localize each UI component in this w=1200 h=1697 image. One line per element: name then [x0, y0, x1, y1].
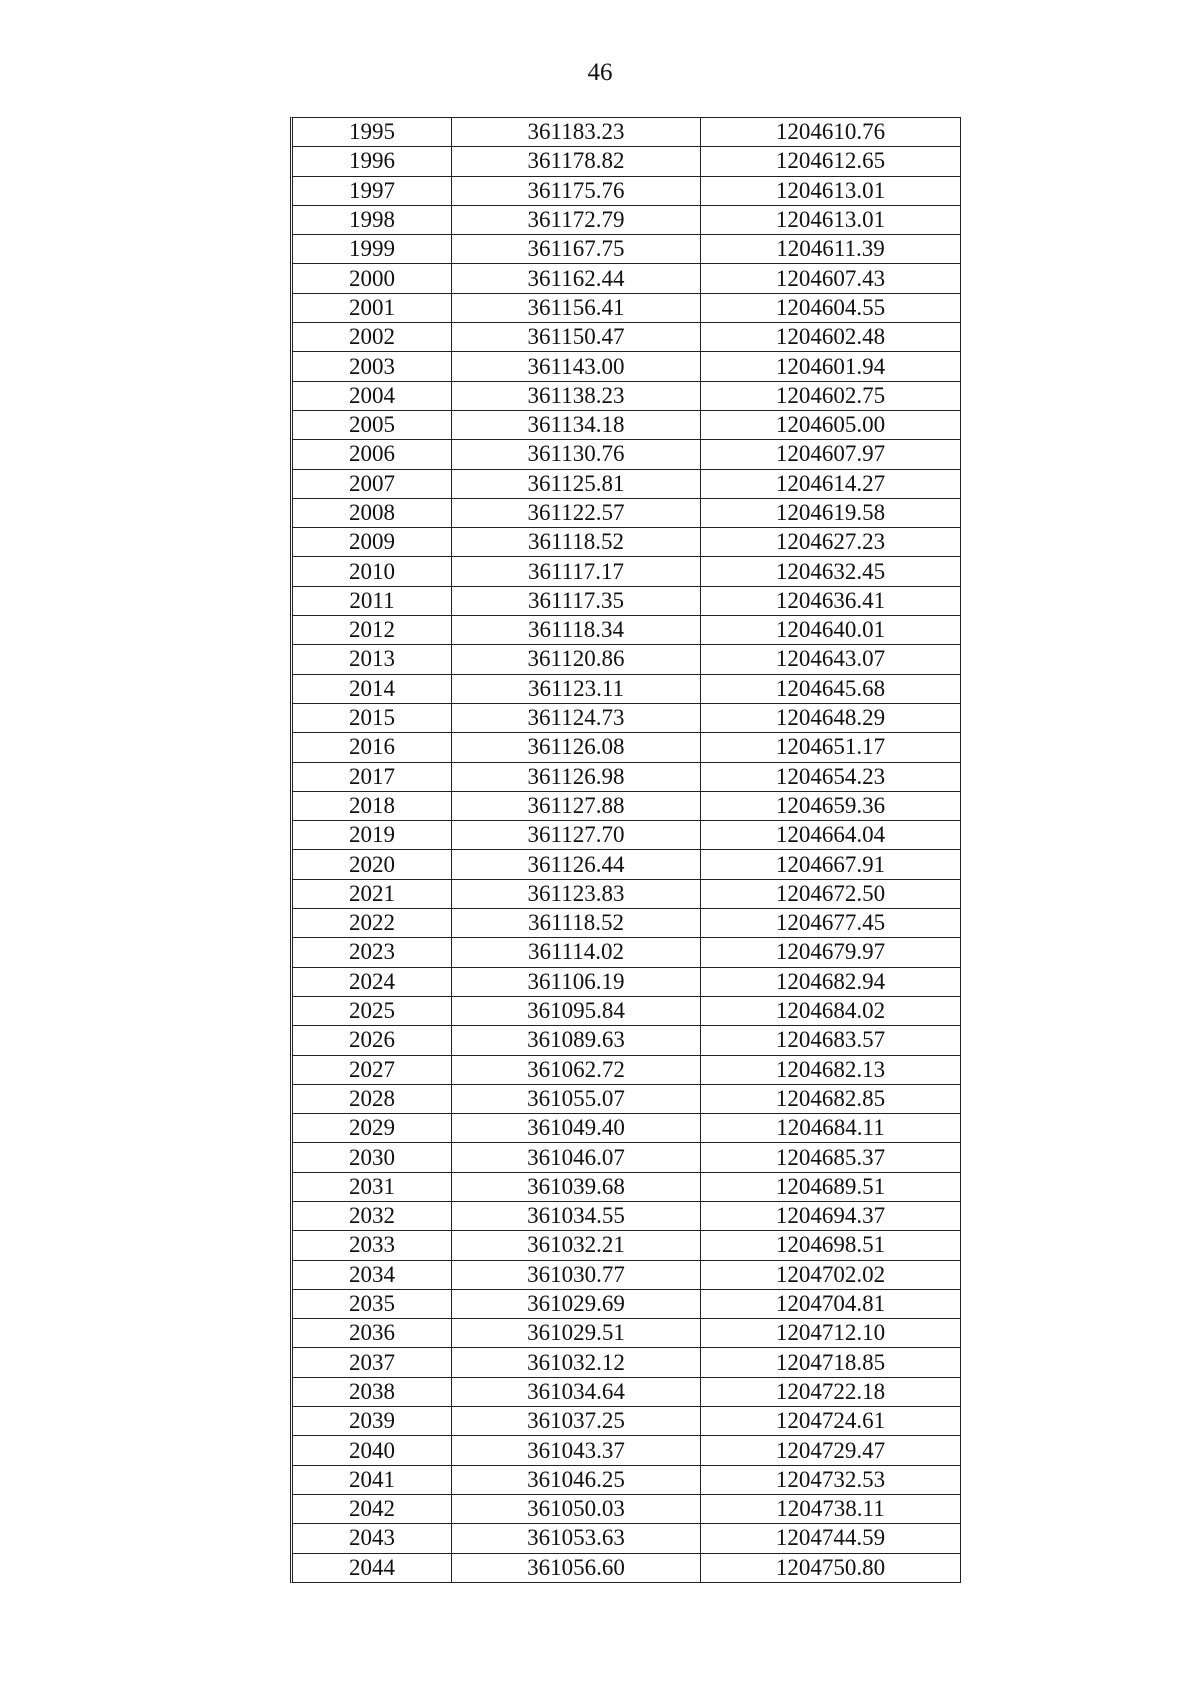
table-row	[293, 1172, 960, 1201]
table-row	[293, 1465, 960, 1494]
year-cell: 2018	[293, 791, 452, 820]
year-cell: 2037	[293, 1348, 452, 1377]
second-value-cell: 1204683.57	[701, 1026, 961, 1055]
first-value-cell: 361050.03	[452, 1494, 701, 1523]
table-row	[293, 1436, 960, 1465]
table-row	[293, 586, 960, 615]
table-row	[293, 879, 960, 908]
second-value-cell: 1204664.04	[701, 821, 961, 850]
year-cell: 2016	[293, 733, 452, 762]
table-row	[293, 293, 960, 322]
year-cell: 1997	[293, 176, 452, 205]
second-value-cell: 1204672.50	[701, 879, 961, 908]
year-cell: 2000	[293, 264, 452, 293]
year-cell: 2040	[293, 1436, 452, 1465]
first-value-cell: 361138.23	[452, 381, 701, 410]
second-value-cell: 1204698.51	[701, 1231, 961, 1260]
table-row	[293, 996, 960, 1025]
first-value-cell: 361114.02	[452, 938, 701, 967]
table-row	[293, 733, 960, 762]
first-value-cell: 361056.60	[452, 1553, 701, 1582]
second-value-cell: 1204601.94	[701, 352, 961, 381]
table-body	[293, 118, 960, 1582]
year-cell: 2039	[293, 1407, 452, 1436]
year-cell: 2002	[293, 323, 452, 352]
year-cell: 2006	[293, 440, 452, 469]
table-row	[293, 469, 960, 498]
second-value-cell: 1204632.45	[701, 557, 961, 586]
second-value-cell: 1204607.97	[701, 440, 961, 469]
year-cell: 2014	[293, 674, 452, 703]
second-value-cell: 1204648.29	[701, 703, 961, 732]
table-row	[293, 1084, 960, 1113]
second-value-cell: 1204613.01	[701, 176, 961, 205]
second-value-cell: 1204729.47	[701, 1436, 961, 1465]
data-table	[290, 117, 961, 1583]
table-row	[293, 1377, 960, 1406]
table-row	[293, 762, 960, 791]
table-row	[293, 410, 960, 439]
year-cell: 2007	[293, 469, 452, 498]
year-cell: 2012	[293, 616, 452, 645]
first-value-cell: 361029.69	[452, 1289, 701, 1318]
first-value-cell: 361172.79	[452, 205, 701, 234]
table-row	[293, 791, 960, 820]
first-value-cell: 361127.88	[452, 791, 701, 820]
first-value-cell: 361055.07	[452, 1084, 701, 1113]
second-value-cell: 1204744.59	[701, 1524, 961, 1553]
table-row	[293, 1143, 960, 1172]
year-cell: 2029	[293, 1114, 452, 1143]
first-value-cell: 361032.12	[452, 1348, 701, 1377]
first-value-cell: 361150.47	[452, 323, 701, 352]
first-value-cell: 361156.41	[452, 293, 701, 322]
year-cell: 2017	[293, 762, 452, 791]
table-row	[293, 1319, 960, 1348]
year-cell: 2010	[293, 557, 452, 586]
second-value-cell: 1204677.45	[701, 909, 961, 938]
year-cell: 2043	[293, 1524, 452, 1553]
first-value-cell: 361126.08	[452, 733, 701, 762]
year-cell: 2008	[293, 498, 452, 527]
first-value-cell: 361120.86	[452, 645, 701, 674]
table-row	[293, 1348, 960, 1377]
year-cell: 2033	[293, 1231, 452, 1260]
second-value-cell: 1204712.10	[701, 1319, 961, 1348]
year-cell: 2044	[293, 1553, 452, 1582]
table-row	[293, 616, 960, 645]
first-value-cell: 361130.76	[452, 440, 701, 469]
table-row	[293, 1026, 960, 1055]
first-value-cell: 361126.44	[452, 850, 701, 879]
first-value-cell: 361122.57	[452, 498, 701, 527]
table-row	[293, 674, 960, 703]
first-value-cell: 361030.77	[452, 1260, 701, 1289]
table-row	[293, 381, 960, 410]
first-value-cell: 361175.76	[452, 176, 701, 205]
year-cell: 2023	[293, 938, 452, 967]
table-row	[293, 1494, 960, 1523]
second-value-cell: 1204732.53	[701, 1465, 961, 1494]
page-number: 46	[587, 59, 613, 86]
table-row	[293, 967, 960, 996]
second-value-cell: 1204613.01	[701, 205, 961, 234]
second-value-cell: 1204750.80	[701, 1553, 961, 1582]
second-value-cell: 1204722.18	[701, 1377, 961, 1406]
year-cell: 2034	[293, 1260, 452, 1289]
year-cell: 2032	[293, 1201, 452, 1230]
first-value-cell: 361053.63	[452, 1524, 701, 1553]
first-value-cell: 361062.72	[452, 1055, 701, 1084]
table-row	[293, 498, 960, 527]
first-value-cell: 361126.98	[452, 762, 701, 791]
first-value-cell: 361178.82	[452, 147, 701, 176]
year-cell: 2025	[293, 996, 452, 1025]
table-row	[293, 1524, 960, 1553]
second-value-cell: 1204627.23	[701, 528, 961, 557]
table-row	[293, 850, 960, 879]
second-value-cell: 1204682.13	[701, 1055, 961, 1084]
year-cell: 1998	[293, 205, 452, 234]
year-cell: 2042	[293, 1494, 452, 1523]
second-value-cell: 1204682.85	[701, 1084, 961, 1113]
first-value-cell: 361167.75	[452, 235, 701, 264]
first-value-cell: 361029.51	[452, 1319, 701, 1348]
first-value-cell: 361095.84	[452, 996, 701, 1025]
first-value-cell: 361046.07	[452, 1143, 701, 1172]
year-cell: 2031	[293, 1172, 452, 1201]
first-value-cell: 361046.25	[452, 1465, 701, 1494]
first-value-cell: 361125.81	[452, 469, 701, 498]
second-value-cell: 1204651.17	[701, 733, 961, 762]
second-value-cell: 1204685.37	[701, 1143, 961, 1172]
year-cell: 2011	[293, 586, 452, 615]
first-value-cell: 361123.11	[452, 674, 701, 703]
first-value-cell: 361124.73	[452, 703, 701, 732]
first-value-cell: 361043.37	[452, 1436, 701, 1465]
year-cell: 2024	[293, 967, 452, 996]
table-row	[293, 528, 960, 557]
year-cell: 2035	[293, 1289, 452, 1318]
second-value-cell: 1204611.39	[701, 235, 961, 264]
year-cell: 2030	[293, 1143, 452, 1172]
table-row	[293, 1289, 960, 1318]
first-value-cell: 361118.52	[452, 528, 701, 557]
first-value-cell: 361183.23	[452, 118, 701, 147]
table-row	[293, 1114, 960, 1143]
first-value-cell: 361034.55	[452, 1201, 701, 1230]
table-row	[293, 147, 960, 176]
second-value-cell: 1204602.48	[701, 323, 961, 352]
table-row	[293, 1407, 960, 1436]
table-row	[293, 1553, 960, 1582]
table-row	[293, 938, 960, 967]
second-value-cell: 1204679.97	[701, 938, 961, 967]
second-value-cell: 1204718.85	[701, 1348, 961, 1377]
year-cell: 2021	[293, 879, 452, 908]
first-value-cell: 361049.40	[452, 1114, 701, 1143]
table-row	[293, 645, 960, 674]
second-value-cell: 1204643.07	[701, 645, 961, 674]
year-cell: 1996	[293, 147, 452, 176]
year-cell: 2001	[293, 293, 452, 322]
second-value-cell: 1204610.76	[701, 118, 961, 147]
second-value-cell: 1204724.61	[701, 1407, 961, 1436]
second-value-cell: 1204640.01	[701, 616, 961, 645]
table-row	[293, 176, 960, 205]
year-cell: 2004	[293, 381, 452, 410]
table-row	[293, 557, 960, 586]
year-cell: 1999	[293, 235, 452, 264]
year-cell: 2026	[293, 1026, 452, 1055]
table-row	[293, 440, 960, 469]
second-value-cell: 1204738.11	[701, 1494, 961, 1523]
table-row	[293, 703, 960, 732]
second-value-cell: 1204704.81	[701, 1289, 961, 1318]
table-row	[293, 264, 960, 293]
first-value-cell: 361127.70	[452, 821, 701, 850]
year-cell: 1995	[293, 118, 452, 147]
table-row	[293, 118, 960, 147]
second-value-cell: 1204689.51	[701, 1172, 961, 1201]
table-row	[293, 1201, 960, 1230]
second-value-cell: 1204604.55	[701, 293, 961, 322]
first-value-cell: 361117.17	[452, 557, 701, 586]
first-value-cell: 361106.19	[452, 967, 701, 996]
second-value-cell: 1204682.94	[701, 967, 961, 996]
second-value-cell: 1204694.37	[701, 1201, 961, 1230]
second-value-cell: 1204602.75	[701, 381, 961, 410]
second-value-cell: 1204684.11	[701, 1114, 961, 1143]
first-value-cell: 361143.00	[452, 352, 701, 381]
second-value-cell: 1204605.00	[701, 410, 961, 439]
year-cell: 2027	[293, 1055, 452, 1084]
first-value-cell: 361162.44	[452, 264, 701, 293]
first-value-cell: 361117.35	[452, 586, 701, 615]
table-row	[293, 1055, 960, 1084]
second-value-cell: 1204645.68	[701, 674, 961, 703]
year-cell: 2038	[293, 1377, 452, 1406]
second-value-cell: 1204654.23	[701, 762, 961, 791]
table-row	[293, 909, 960, 938]
second-value-cell: 1204619.58	[701, 498, 961, 527]
table-row	[293, 821, 960, 850]
first-value-cell: 361118.52	[452, 909, 701, 938]
table-row	[293, 1231, 960, 1260]
first-value-cell: 361037.25	[452, 1407, 701, 1436]
year-cell: 2009	[293, 528, 452, 557]
second-value-cell: 1204636.41	[701, 586, 961, 615]
second-value-cell: 1204702.02	[701, 1260, 961, 1289]
first-value-cell: 361039.68	[452, 1172, 701, 1201]
table-row	[293, 323, 960, 352]
year-cell: 2022	[293, 909, 452, 938]
first-value-cell: 361089.63	[452, 1026, 701, 1055]
table-row	[293, 352, 960, 381]
year-cell: 2028	[293, 1084, 452, 1113]
year-cell: 2020	[293, 850, 452, 879]
second-value-cell: 1204667.91	[701, 850, 961, 879]
second-value-cell: 1204612.65	[701, 147, 961, 176]
table-row	[293, 235, 960, 264]
first-value-cell: 361134.18	[452, 410, 701, 439]
year-cell: 2019	[293, 821, 452, 850]
first-value-cell: 361032.21	[452, 1231, 701, 1260]
year-cell: 2003	[293, 352, 452, 381]
table-row	[293, 205, 960, 234]
second-value-cell: 1204659.36	[701, 791, 961, 820]
first-value-cell: 361123.83	[452, 879, 701, 908]
year-cell: 2036	[293, 1319, 452, 1348]
table-row	[293, 1260, 960, 1289]
first-value-cell: 361034.64	[452, 1377, 701, 1406]
year-cell: 2005	[293, 410, 452, 439]
year-cell: 2015	[293, 703, 452, 732]
year-cell: 2013	[293, 645, 452, 674]
year-cell: 2041	[293, 1465, 452, 1494]
second-value-cell: 1204607.43	[701, 264, 961, 293]
first-value-cell: 361118.34	[452, 616, 701, 645]
second-value-cell: 1204614.27	[701, 469, 961, 498]
second-value-cell: 1204684.02	[701, 996, 961, 1025]
